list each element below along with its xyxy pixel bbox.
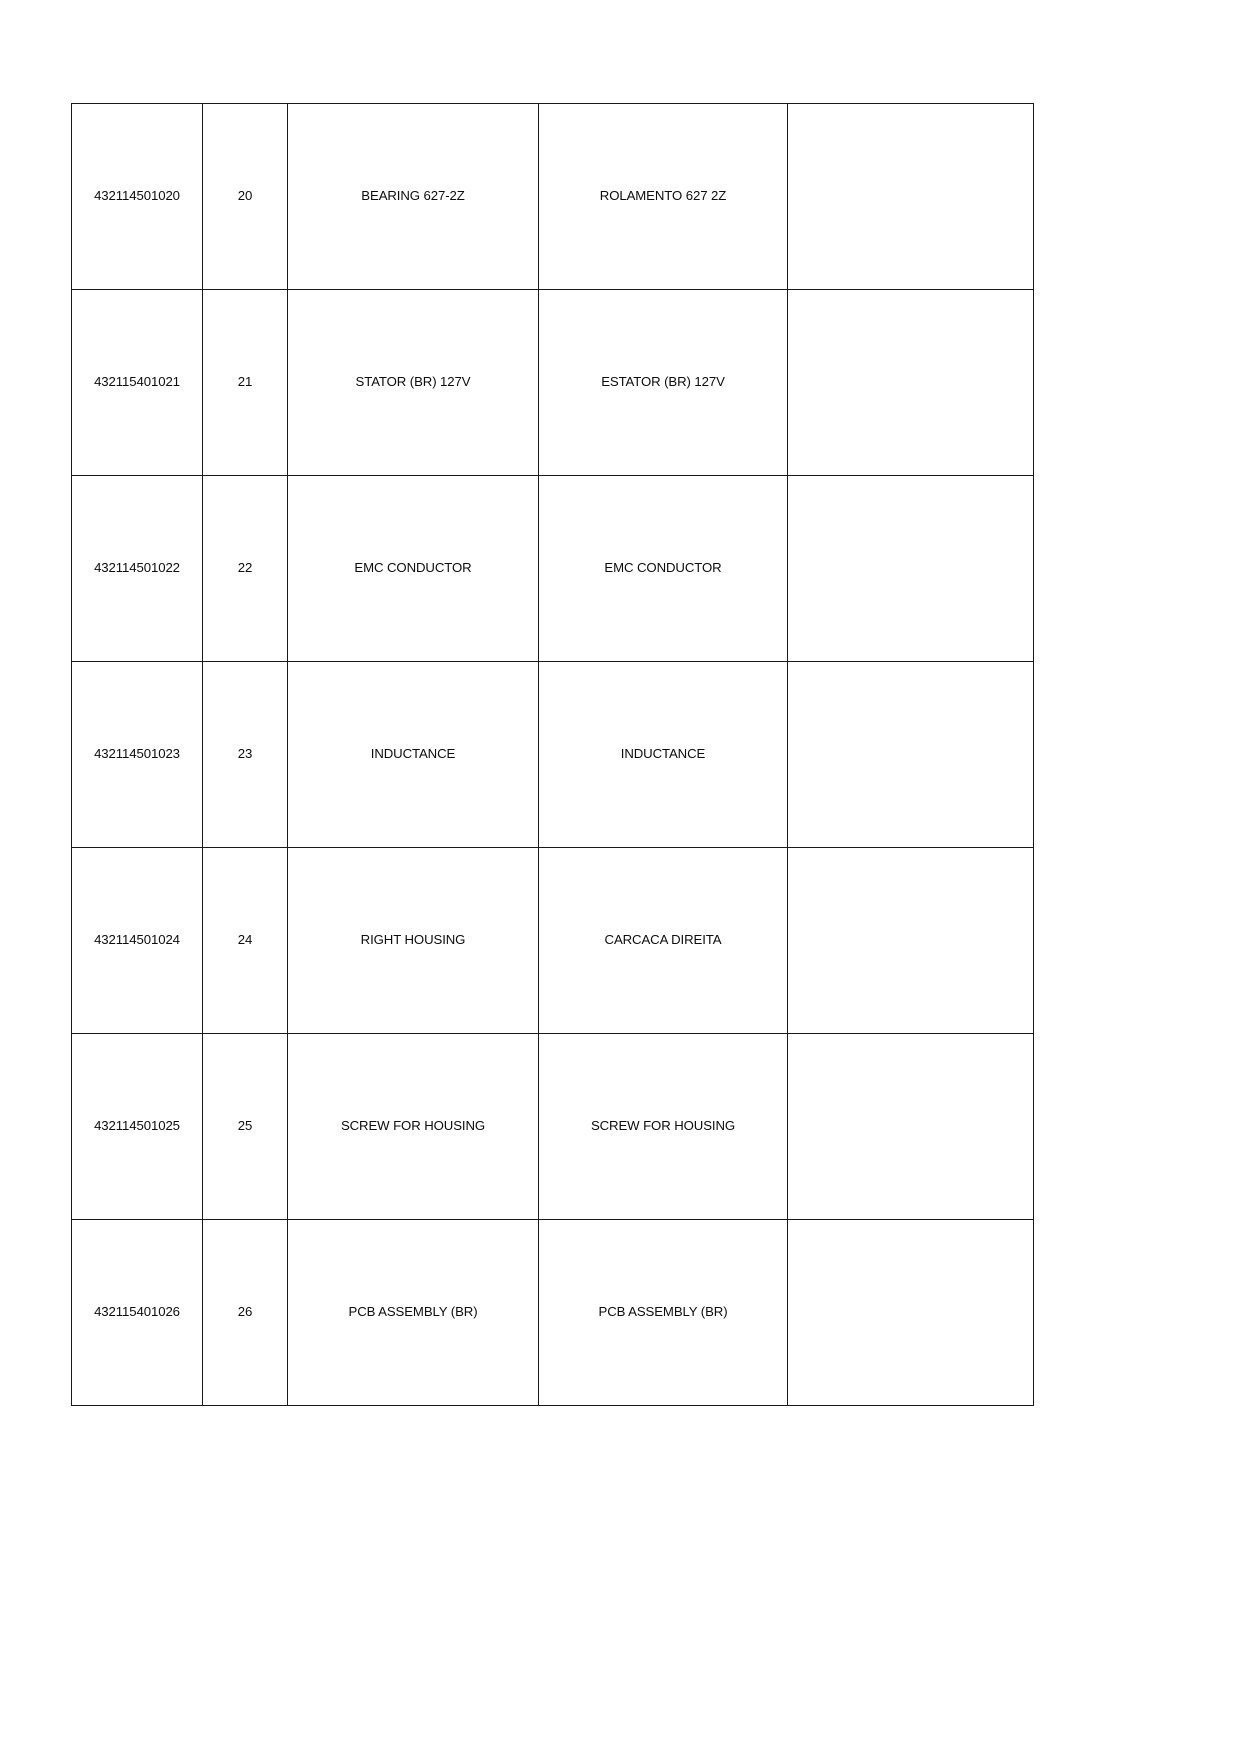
- cell-description-en: BEARING 627-2Z: [288, 104, 539, 290]
- table-row: [72, 1034, 1034, 1220]
- cell-description-en: EMC CONDUCTOR: [288, 476, 539, 662]
- cell-part-code: 432114501020: [72, 104, 203, 290]
- cell-description-en: PCB ASSEMBLY (BR): [288, 1220, 539, 1406]
- cell-part-code: 432114501025: [72, 1034, 203, 1220]
- cell-item-number: 25: [203, 1034, 288, 1220]
- table-row: [72, 476, 1034, 662]
- cell-description-pt: SCREW FOR HOUSING: [539, 1034, 788, 1220]
- cell-description-en: STATOR (BR) 127V: [288, 290, 539, 476]
- cell-item-number: 24: [203, 848, 288, 1034]
- cell-part-code: 432115401021: [72, 290, 203, 476]
- cell-part-code: 432114501022: [72, 476, 203, 662]
- table-row: [72, 662, 1034, 848]
- table-row: [72, 290, 1034, 476]
- cell-item-number: 20: [203, 104, 288, 290]
- cell-part-code: 432115401026: [72, 1220, 203, 1406]
- cell-description-pt: CARCACA DIREITA: [539, 848, 788, 1034]
- cell-description-en: RIGHT HOUSING: [288, 848, 539, 1034]
- parts-table-body: [72, 104, 1034, 1406]
- cell-description-pt: ROLAMENTO 627 2Z: [539, 104, 788, 290]
- cell-part-code: 432114501023: [72, 662, 203, 848]
- table-row: [72, 104, 1034, 290]
- cell-item-number: 22: [203, 476, 288, 662]
- cell-description-pt: PCB ASSEMBLY (BR): [539, 1220, 788, 1406]
- cell-part-code: 432114501024: [72, 848, 203, 1034]
- cell-image: [788, 290, 1034, 476]
- table-row: [72, 848, 1034, 1034]
- cell-image: [788, 1034, 1034, 1220]
- cell-image: [788, 476, 1034, 662]
- cell-description-pt: INDUCTANCE: [539, 662, 788, 848]
- cell-description-pt: ESTATOR (BR) 127V: [539, 290, 788, 476]
- cell-item-number: 21: [203, 290, 288, 476]
- cell-item-number: 26: [203, 1220, 288, 1406]
- cell-image: [788, 104, 1034, 290]
- cell-description-pt: EMC CONDUCTOR: [539, 476, 788, 662]
- cell-image: [788, 662, 1034, 848]
- cell-image: [788, 1220, 1034, 1406]
- cell-image: [788, 848, 1034, 1034]
- cell-description-en: INDUCTANCE: [288, 662, 539, 848]
- parts-table: [71, 103, 1034, 1406]
- table-row: [72, 1220, 1034, 1406]
- cell-description-en: SCREW FOR HOUSING: [288, 1034, 539, 1220]
- cell-item-number: 23: [203, 662, 288, 848]
